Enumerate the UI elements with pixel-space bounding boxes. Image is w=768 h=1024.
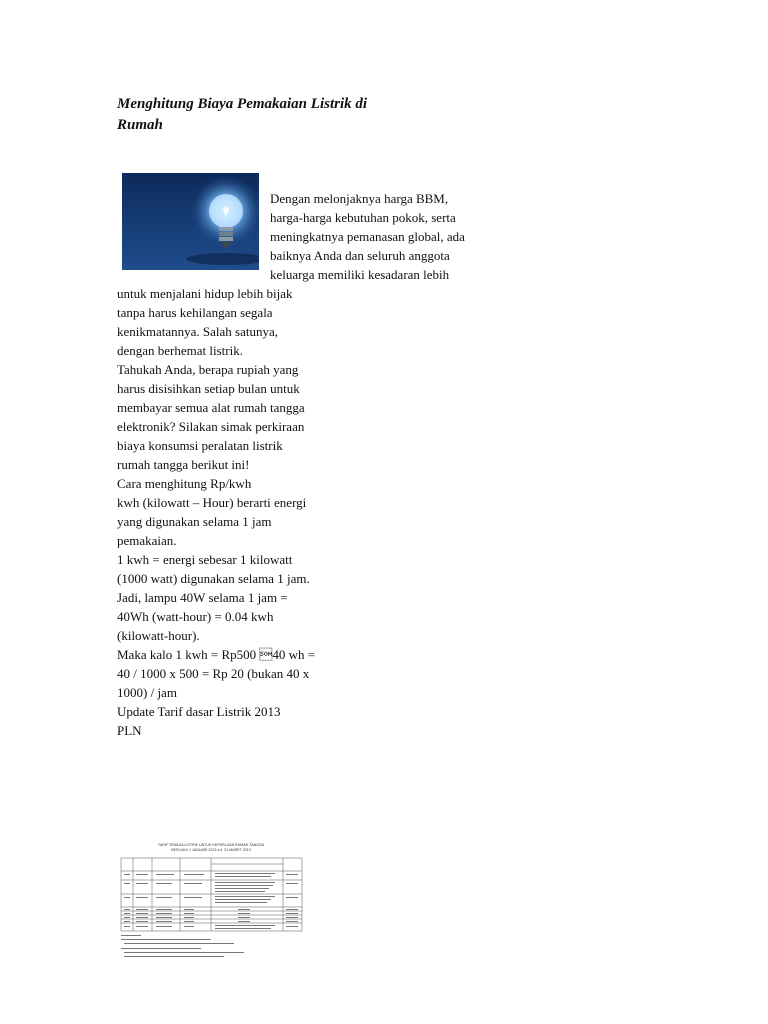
text-line: yang digunakan selama 1 jam: [117, 514, 272, 529]
text-line: membayar semua alat rumah tangga: [117, 400, 305, 415]
text-line: (1000 watt) digunakan selama 1 jam.: [117, 571, 310, 586]
text-line: elektronik? Silakan simak perkiraan: [117, 419, 305, 434]
tariff-table-image: [118, 838, 304, 972]
text-line: 1 kwh = energi sebesar 1 kilowatt: [117, 552, 293, 567]
text-line: keluarga memiliki kesadaran lebih: [270, 267, 450, 282]
text-line: meningkatnya pemanasan global, ada: [270, 229, 465, 244]
text-line: 1000) / jam: [117, 685, 177, 700]
text-line: kenikmatannya. Salah satunya,: [117, 324, 279, 339]
text-line: PLN: [117, 723, 142, 738]
text-line: pemakaian.: [117, 533, 177, 548]
text-line: kwh (kilowatt – Hour) berarti energi: [117, 495, 307, 510]
text-line: tanpa harus kehilangan segala: [117, 305, 273, 320]
tariff-table-heading-1: TARIF TENAGA LISTRIK UNTUK KEPERLUAN RUMAH TANGGA: [157, 843, 265, 847]
title-line-1: Menghitung Biaya Pemakaian Listrik di: [117, 96, 368, 112]
tariff-table-heading-2: BERLAKU 1 JANUARI 2013 s.d. 31 MARET 2013: [171, 848, 251, 852]
text-line: rumah tangga berikut ini!: [117, 457, 250, 472]
text-line: Update Tarif dasar Listrik 2013: [117, 704, 281, 719]
body-text: [117, 189, 477, 740]
text-line: Cara menghitung Rp/kwh: [117, 476, 252, 491]
text-line: baiknya Anda dan seluruh anggota: [270, 248, 450, 263]
text-line: harus disisihkan setiap bulan untuk: [117, 381, 300, 396]
text-line: dengan berhemat listrik.: [117, 343, 243, 358]
text-line: (kilowatt-hour).: [117, 628, 200, 643]
text-line: Maka kalo 1 kwh = Rp500 40 wh =: [117, 647, 316, 662]
text-line: harga-harga kebutuhan pokok, serta: [270, 210, 456, 225]
document-title: [117, 94, 397, 136]
text-line: 40 / 1000 x 500 = Rp 20 (bukan 40 x: [117, 666, 310, 681]
title-line-2: Rumah: [117, 117, 163, 133]
text-line: Jadi, lampu 40W selama 1 jam =: [117, 590, 288, 605]
text-line: Dengan melonjaknya harga BBM,: [270, 191, 449, 206]
text-line: Tahukah Anda, berapa rupiah yang: [117, 362, 299, 377]
text-line: untuk menjalani hidup lebih bijak: [117, 286, 293, 301]
text-line: biaya konsumsi peralatan listrik: [117, 438, 283, 453]
text-line: 40Wh (watt-hour) = 0.04 kwh: [117, 609, 274, 624]
